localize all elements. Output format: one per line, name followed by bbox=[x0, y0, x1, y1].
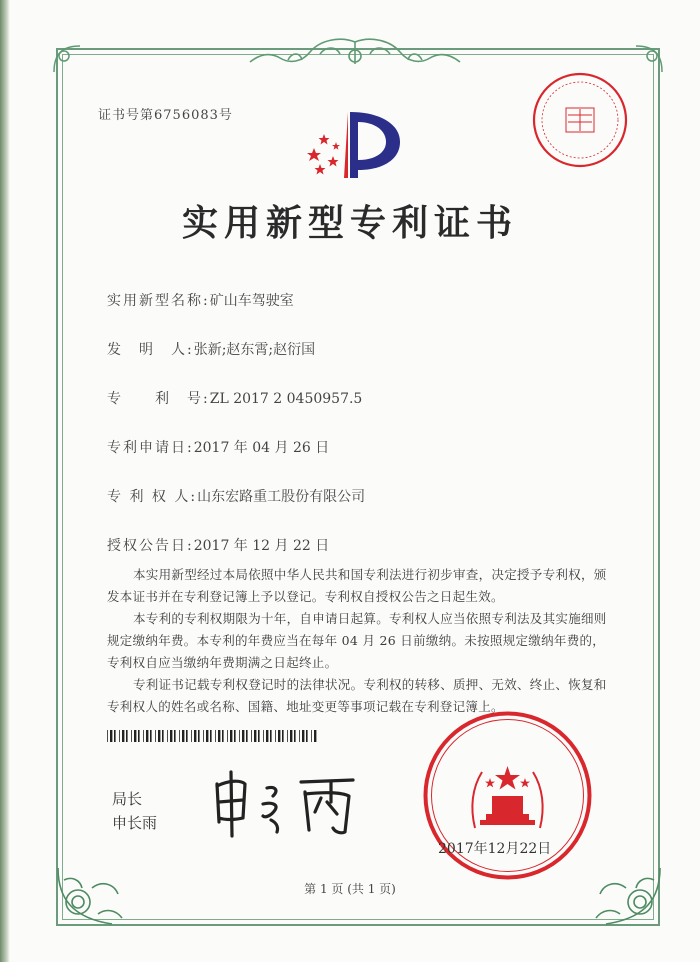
field-value: 山东宏路重工股份有限公司 bbox=[197, 489, 366, 505]
page-footer: 第 1 页 (共 1 页) bbox=[304, 882, 396, 896]
signatory-title: 局长 bbox=[112, 790, 143, 808]
field-label: 授权公告日: bbox=[107, 538, 194, 554]
field-inventors bbox=[107, 339, 315, 359]
signatory-name: 申长雨 bbox=[112, 814, 158, 832]
field-application-date bbox=[107, 437, 329, 457]
field-patent-number bbox=[107, 388, 362, 408]
field-value: 张新;赵东霄;赵衍国 bbox=[193, 342, 316, 358]
field-label: 专 利 号: bbox=[107, 391, 210, 407]
scan-shadow bbox=[0, 0, 10, 962]
patent-office-logo bbox=[300, 108, 410, 183]
field-label: 实用新型名称: bbox=[107, 293, 210, 309]
field-label: 发 明 人: bbox=[107, 342, 194, 358]
field-utility-model-name bbox=[107, 290, 294, 310]
body-text bbox=[107, 564, 607, 718]
paragraph: 本专利的专利权期限为十年，自申请日起算。专利权人应当依照专利法及其实施细则规定缴纳年费。本专利的年费应当在每年 04 月 26 日前缴纳。未按照规定缴纳年费的，专利权自应当缴纳年费期满之日起终止。 bbox=[107, 611, 607, 670]
corner-ornament-top-left bbox=[50, 42, 84, 76]
handwritten-signature bbox=[205, 762, 365, 842]
field-label: 专 利 权 人: bbox=[107, 489, 198, 505]
certificate-title: 实用新型专利证书 bbox=[181, 202, 518, 244]
barcode bbox=[107, 730, 317, 742]
field-value: 2017 年 12 月 22 日 bbox=[193, 538, 330, 554]
top-ornament bbox=[240, 34, 470, 74]
certificate-number: 证书号第6756083号 bbox=[98, 108, 233, 123]
stamp-seal-small bbox=[530, 70, 630, 170]
paragraph: 本实用新型经过本局依照中华人民共和国专利法进行初步审查，决定授予专利权，颁发本证书并在专利登记簿上予以登记。专利权自授权公告之日起生效。 bbox=[107, 567, 607, 604]
seal-date: 2017年12月22日 bbox=[438, 841, 552, 857]
field-grant-date bbox=[107, 535, 329, 555]
corner-ornament-top-right bbox=[632, 42, 666, 76]
field-label: 专利申请日: bbox=[107, 440, 194, 456]
field-patentee bbox=[107, 486, 365, 506]
field-value: ZL 2017 2 0450957.5 bbox=[209, 391, 363, 407]
field-value: 矿山车驾驶室 bbox=[209, 293, 294, 309]
field-value: 2017 年 04 月 26 日 bbox=[193, 440, 330, 456]
paragraph: 专利证书记载专利权登记时的法律状况。专利权的转移、质押、无效、终止、恢复和专利权人的姓名或名称、国籍、地址变更等事项记载在专利登记簿上。 bbox=[107, 677, 607, 714]
